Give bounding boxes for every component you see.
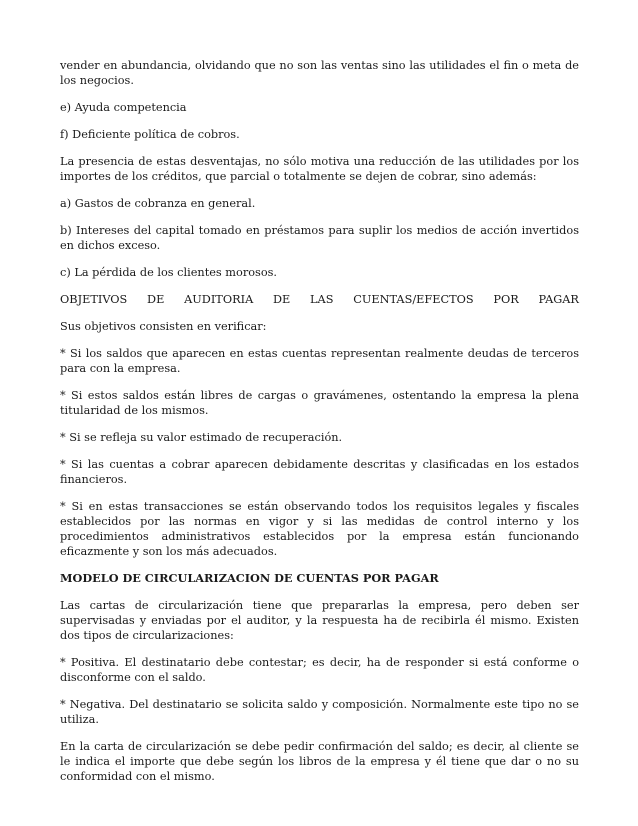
heading-word: DE [272,293,291,306]
paragraph: f) Deficiente política de cobros. [60,128,240,141]
document-page [60,58,579,796]
paragraph: * Negativa. Del destinatario se solicita saldo y composición. Normalmente este tipo no se utiliza. [60,698,579,726]
model-heading: MODELO DE CIRCULARIZACION DE CUENTAS POR PAGAR [60,571,439,585]
paragraph: * Si los saldos que aparecen en estas cuentas representan realmente deudas de terceros para con la empresa. [60,347,579,375]
paragraph: La presencia de estas desventajas, no sólo motiva una reducción de las utilidades por los importes de los créditos, que parcial o totalmente se dejen de cobrar, sino además: [60,155,579,183]
heading-word: LAS [310,293,334,306]
heading-word: OBJETIVOS [60,293,128,306]
heading-word: POR [493,293,519,306]
objectives-heading [60,292,579,307]
paragraph: b) Intereses del capital tomado en préstamos para suplir los medios de acción invertidos en dichos exceso. [60,224,579,252]
paragraph: vender en abundancia, olvidando que no son las ventas sino las utilidades el fin o meta de los negocios. [60,59,579,87]
paragraph: a) Gastos de cobranza en general. [60,197,256,210]
paragraph: * Si se refleja su valor estimado de recuperación. [60,431,343,444]
heading-word: DE [147,293,165,306]
heading-word: PAGAR [538,293,579,306]
paragraph: Las cartas de circularización tiene que prepararlas la empresa, pero deben ser supervisadas y enviadas por el auditor, y la respuesta ha de recibirla él mismo. Existen dos tipos de circularizaciones: [60,599,579,642]
paragraph: * Si las cuentas a cobrar aparecen debidamente descritas y clasificadas en los estados financieros. [60,458,579,486]
paragraph: Sus objetivos consisten en verificar: [60,320,267,333]
paragraph: * Positiva. El destinatario debe contestar; es decir, ha de responder si está conforme o disconforme con el saldo. [60,656,579,684]
heading-word: CUENTAS/EFECTOS [353,293,474,306]
paragraph: c) La pérdida de los clientes morosos. [60,266,278,279]
paragraph: e) Ayuda competencia [60,101,187,114]
paragraph: * Si estos saldos están libres de cargas o gravámenes, ostentando la empresa la plena titularidad de los mismos. [60,389,579,417]
paragraph: En la carta de circularización se debe pedir confirmación del saldo; es decir, al cliente se le indica el importe que debe según los libros de la empresa y él tiene que dar o no su conformidad con el mismo. [60,740,579,783]
paragraph: * Si en estas transacciones se están observando todos los requisitos legales y fiscales establecidos por las normas en vigor y si las medidas de control interno y los procedimientos administrativos establecidos por la empresa están funcionando eficazmente y son los más adecuados. [60,500,579,558]
heading-word: AUDITORIA [184,293,254,306]
